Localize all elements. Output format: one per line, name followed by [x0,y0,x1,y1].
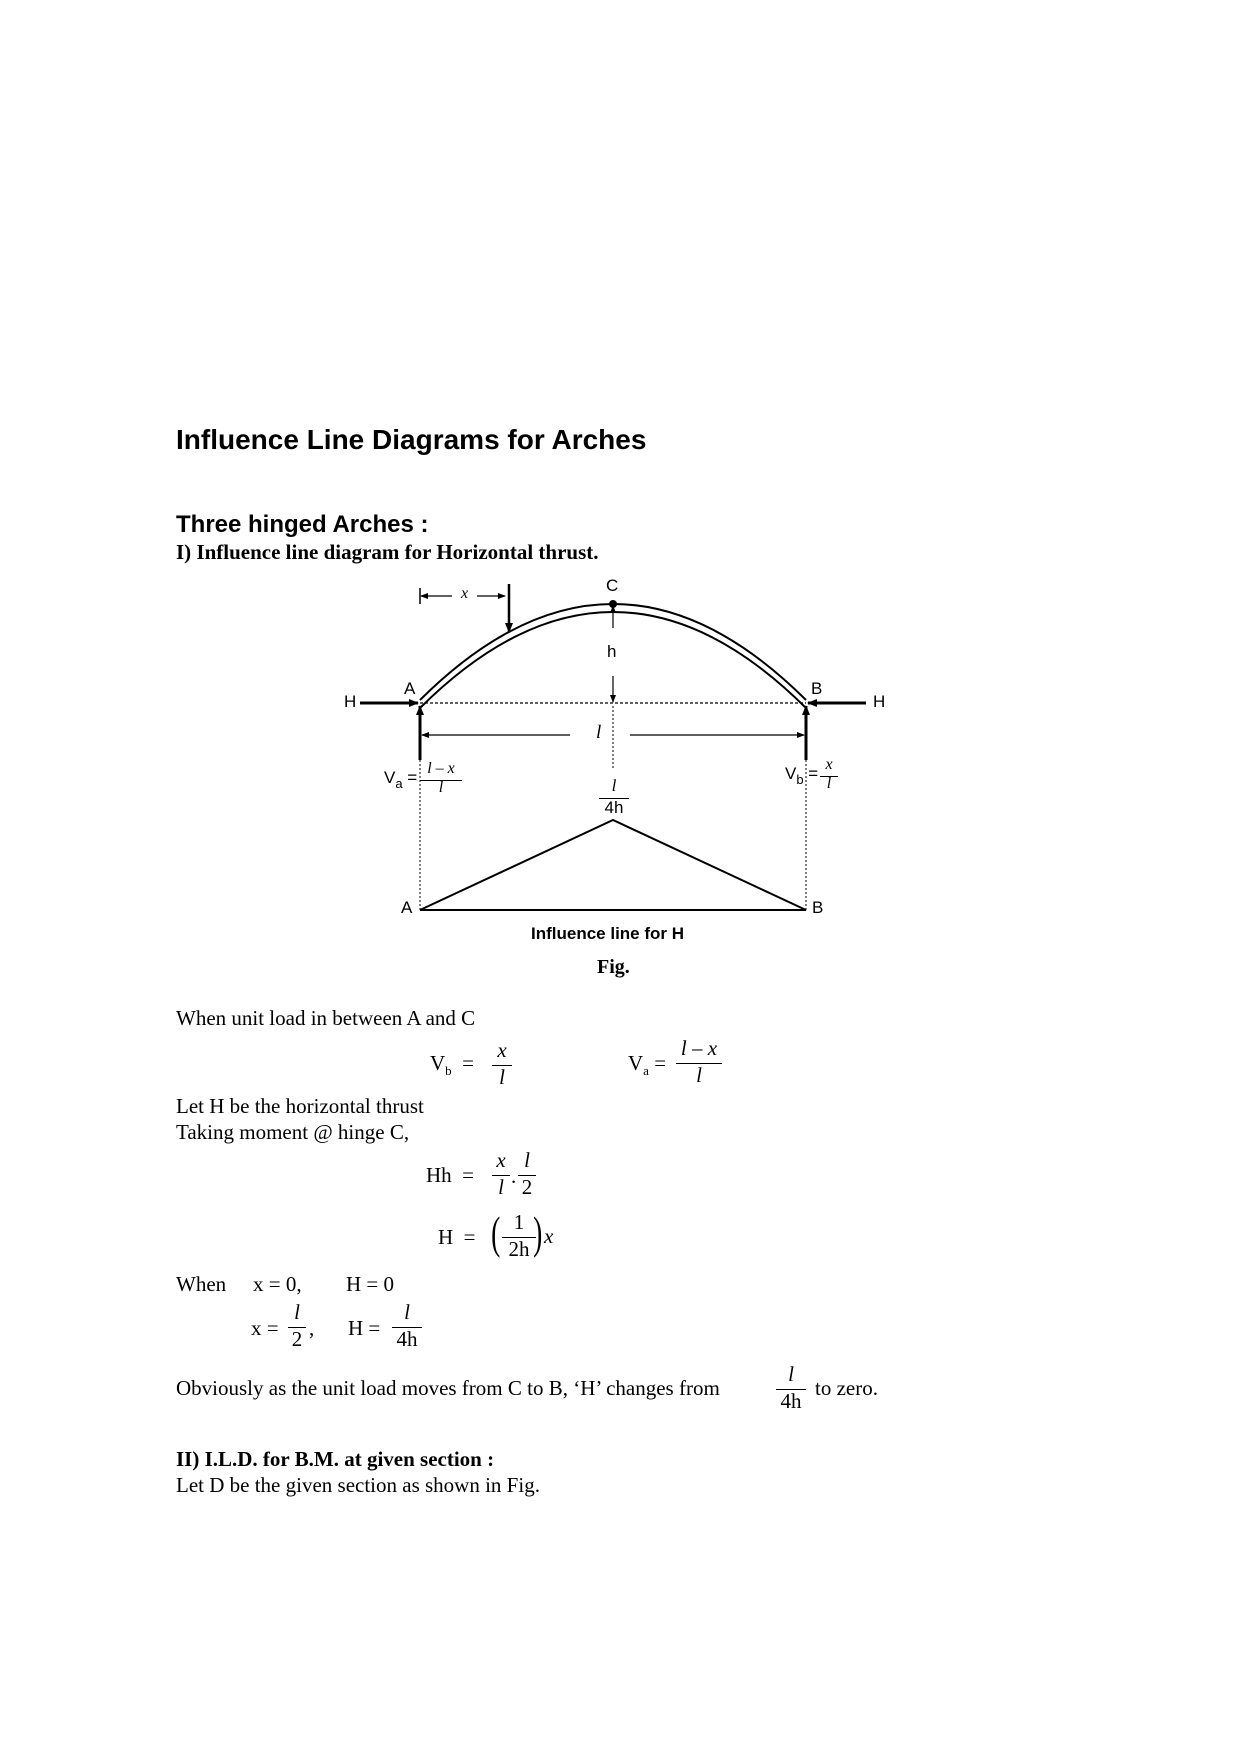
eq-hh-lhs: Hh = [426,1163,475,1187]
text-when-between: When unit load in between A and C [176,1006,476,1030]
eq-h-x: x [544,1224,554,1248]
text-to-zero: to zero. [815,1376,878,1400]
label-a-top: A [404,679,416,698]
label-h-left: H [344,692,357,711]
va-label: $V_a$ = [384,768,418,791]
text-taking-moment: Taking moment @ hinge C, [176,1120,410,1144]
label-h: h [607,642,617,661]
label-x: x [461,585,469,602]
eq-h-lhs: H = [438,1225,476,1249]
cond2-x-lhs: x = [251,1316,279,1340]
page-title: Influence Line Diagrams for Arches [176,424,647,455]
vb-label: $V_b$ = [785,764,819,787]
cond2-h-lhs: H = [348,1316,381,1340]
influence-line-triangle [420,820,806,910]
section-subtitle: Three hinged Arches : [176,511,429,538]
eq-hh-fraction-2: l 2 [518,1148,536,1200]
eq-vb-lhs: $V_b$ = [430,1051,475,1078]
section-heading-bm: II) I.L.D. for B.M. at given section : [176,1447,495,1471]
section-heading-horizontal-thrust: I) Influence line diagram for Horizontal thrust. [176,540,599,564]
text-obviously: Obviously as the unit load moves from C to B, ‘H’ changes from [176,1376,720,1400]
eq-h-fraction: 1 2h [502,1210,536,1262]
cond1-h: H = 0 [346,1272,395,1296]
va-fraction: l – x l [420,760,462,797]
figure-caption: Influence line for H [531,924,685,943]
eq-hh-dot: . [511,1164,517,1188]
vb-fraction: x l [820,756,838,793]
text-let-h: Let H be the horizontal thrust [176,1094,424,1118]
label-b-top: B [811,679,823,698]
label-b-bottom: B [812,898,824,917]
text-let-d: Let D be the given section as shown in Fig. [176,1473,540,1497]
label-l-span: l [596,722,602,743]
eq-h-paren-left: ( [491,1207,501,1258]
text-when: When [176,1272,227,1296]
eq-h-paren-right: ) [533,1207,543,1258]
cond2-x-fraction: l 2 [288,1300,306,1352]
obviously-fraction: l 4h [776,1362,806,1414]
label-c: C [606,576,619,595]
eq-hh-fraction-1: x l [492,1148,510,1200]
cond2-h-fraction: l 4h [392,1300,422,1352]
label-h-right: H [873,692,886,711]
eq-va-lhs: $V_a$ = [628,1051,667,1078]
cond1-x: x = 0, [253,1272,302,1296]
peak-value-fraction: l 4h [599,776,629,818]
label-a-bottom: A [401,898,413,917]
eq-va-fraction: l – x l [676,1036,722,1088]
cond2-comma: , [309,1316,315,1340]
eq-vb-fraction: x l [492,1038,512,1090]
figure-label: Fig. [597,956,630,978]
